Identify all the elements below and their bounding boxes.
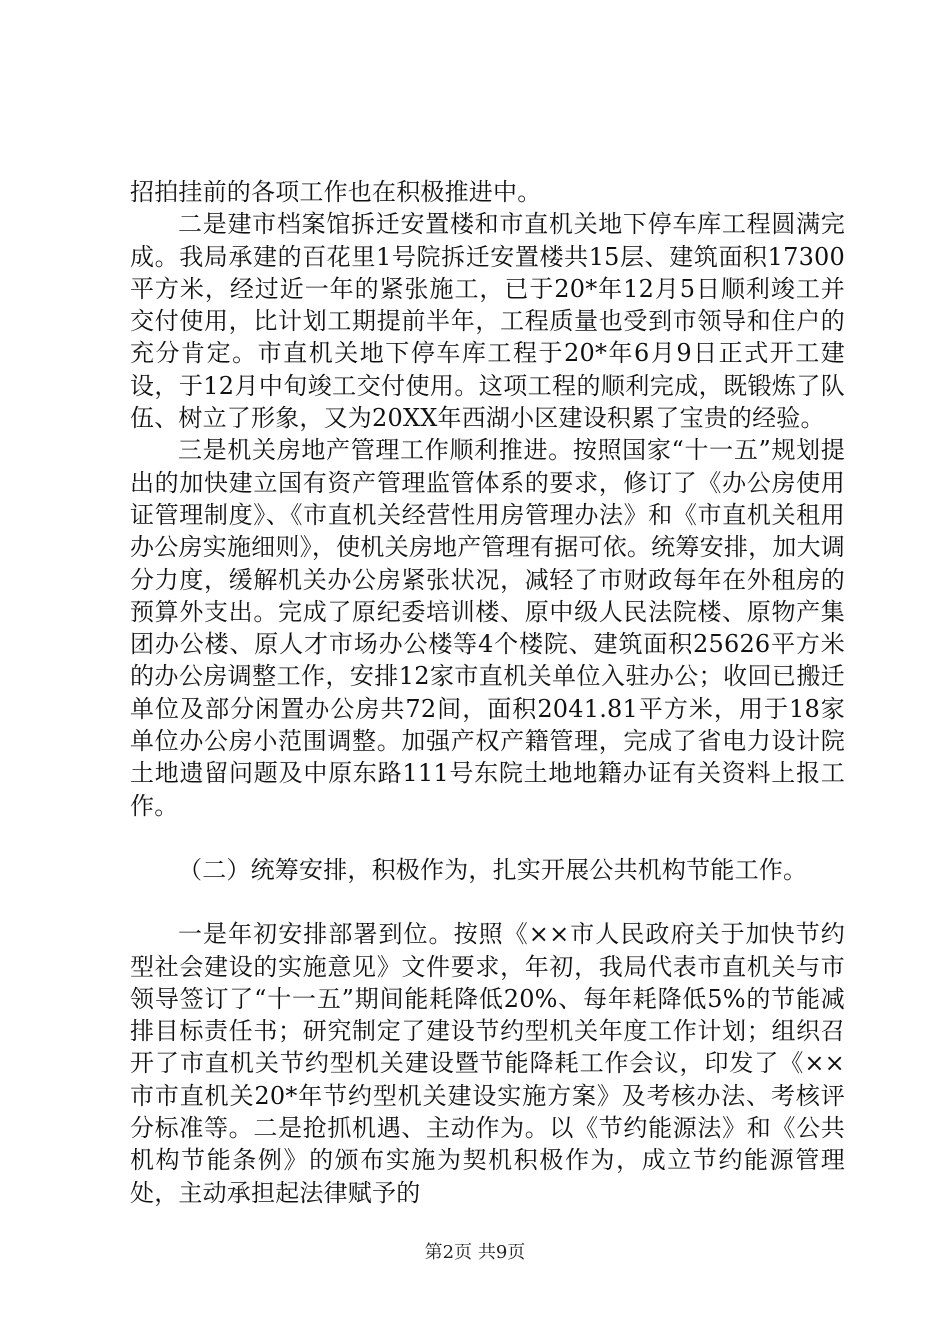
page-number-footer: 第2页 共9页 (424, 1242, 526, 1263)
paragraph-archive-building: 二是建市档案馆拆迁安置楼和市直机关地下停车库工程圆满完成。我局承建的百花里1号院拆迁安置楼共15层、建筑面积17300平方米，经过近一年的紧张施工，已于20*年12月5日顺利竣工并交付使用，比计划工期提前半年，工程质量也受到市领导和住户的充分肯定。市直机关地下停车库工程于20*年6月9日正式开工建设，于12月中旬竣工交付使用。这项工程的顺利完成，既锻炼了队伍、树立了形象，又为20XX年西湖小区建设积累了宝贵的经验。 (130, 210, 845, 433)
paragraph-annual-deployment: 一是年初安排部署到位。按照《××市人民政府关于加快节约型社会建设的实施意见》文件要求，年初，我局代表市直机关与市领导签订了“十一五”期间能耗降低20%、每年耗降低5%的节能减排目标责任书；研究制定了建设节约型机关年度工作计划；组织召开了市直机关节约型机关建设暨节能降耗工作会议，印发了《××市市直机关20*年节约型机关建设实施方案》及考核办法、考核评分标准等。二是抢抓机遇、主动作为。以《节约能源法》和《公共机构节能条例》的颁布实施为契机积极作为，成立节约能源管理处，主动承担起法律赋予的 (130, 920, 845, 1207)
paragraph-continuation: 招拍挂前的各项工作也在积极推进中。 (130, 178, 542, 206)
section-heading-energy-saving: （二）统筹安排，积极作为，扎实开展公共机构节能工作。 (178, 855, 808, 884)
document-body (130, 176, 845, 1209)
paragraph-spacer (130, 822, 845, 854)
paragraph-real-estate-management: 三是机关房地产管理工作顺利推进。按照国家“十一五”规划提出的加快建立国有资产管理监管体系的要求，修订了《办公房使用证管理制度》、《市直机关经营性用房管理办法》和《市直机关租用办公房实施细则》，使机关房地产管理有据可依。统筹安排，加大调分力度，缓解机关办公房紧张状况，减轻了市财政每年在外租房的预算外支出。完成了原纪委培训楼、原中级人民法院楼、原物产集团办公楼、原人才市场办公楼等4个楼院、建筑面积25626平方米的办公房调整工作，安排12家市直机关单位入驻办公；收回已搬迁单位及部分闲置办公房共72间，面积2041.81平方米，用于18家单位办公房小范围调整。加强产权产籍管理，完成了省电力设计院土地遗留问题及中原东路111号东院土地地籍办证有关资料上报工作。 (130, 436, 845, 820)
paragraph-spacer (130, 886, 845, 918)
